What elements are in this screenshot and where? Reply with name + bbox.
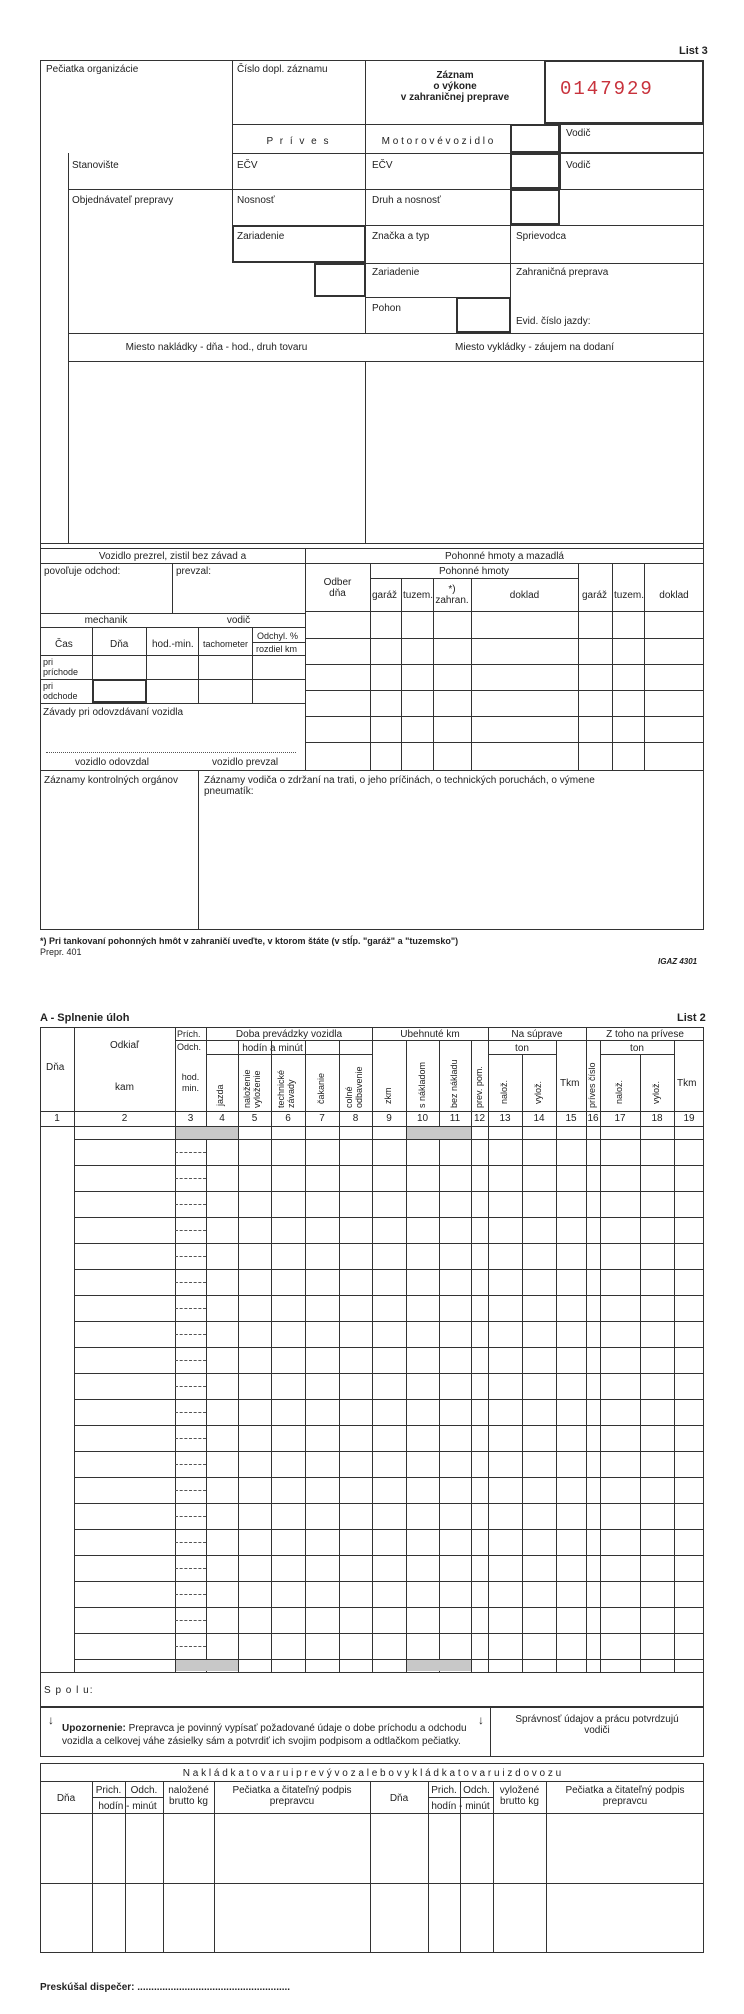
table-row [74,1555,704,1556]
table-row [74,1451,704,1452]
col-from: Odkiaľ [109,1040,140,1051]
mechanic-label: mechanik [84,615,128,626]
col-load-unload: naloženie vyloženie [242,1069,262,1108]
table-row [74,1399,704,1400]
driver-label: vodič [226,615,251,626]
colnum: 1 [54,1113,60,1124]
r-dep: Odch. [463,1785,490,1796]
colnum: 6 [285,1113,291,1124]
colnum: 19 [683,1113,695,1124]
domestic-label: tuzem. [403,590,434,601]
table-row [74,1269,704,1270]
colnum: 8 [352,1113,359,1124]
station-label: Stanovište [72,160,119,171]
r-arr: Prich. [431,1785,457,1796]
extra-record-label: Číslo dopl. záznamu [237,64,328,75]
table-row [74,1139,704,1140]
hod-min-divider [175,1178,206,1179]
l-dep: Odch. [130,1785,158,1796]
on-set-header: Na súprave [511,1029,563,1040]
l-day: Dňa [56,1793,76,1804]
colnum: 9 [386,1113,392,1124]
table-row [74,1295,704,1296]
of-trailer-header: Z toho na prívese [606,1029,684,1040]
col-tkm2: Tkm [677,1078,697,1089]
control-records-label: Záznamy kontrolných orgánov [44,775,178,786]
l-hm: hodín - minút [98,1801,157,1812]
hod-min-divider [175,1334,206,1335]
loaded-gross: naložené brutto kg [168,1785,209,1807]
hod-min-divider [175,1620,206,1621]
table-row [74,1425,704,1426]
day-label: Dňa [110,639,129,650]
km-diff-label: rozdiel km [256,644,298,654]
ecv1-label: EČV [237,160,258,171]
stamp-label: Pečiatka organizácie [46,64,139,75]
vehicle-header: M o t o r o v é v o z i d l o [381,136,494,147]
equipment2-label: Zariadenie [372,267,420,278]
form-title: Záznam o výkone v zahraničnej preprave [400,70,510,103]
table-row [74,1165,704,1166]
table-row [74,1659,704,1660]
intl-transport-label: Zahraničná preprava [516,267,609,278]
l-arr: Prich. [95,1785,122,1796]
hod-min-divider [175,1464,206,1465]
hours-minutes-header: hodín a minút [242,1043,303,1054]
colnum: 3 [187,1113,194,1124]
col-to: kam [115,1082,134,1093]
warning-bold: Upozornenie: [62,1723,126,1734]
arrow-down-icon: ↓ [478,1713,484,1727]
col-arr: Prích. [177,1029,201,1039]
colnum: 17 [614,1113,626,1124]
drive-label: Pohon [372,303,401,314]
hod-min-divider [175,1360,206,1361]
hod-min-divider [175,1282,206,1283]
hod-min-divider [175,1568,206,1569]
hod-min-divider [175,1516,206,1517]
r-day: Dňa [389,1793,409,1804]
colnum: 4 [219,1113,225,1124]
hod-min-divider [175,1308,206,1309]
table-row [74,1321,704,1322]
dispatcher-line: Preskúšal dispečer: ....................................................... [40,1982,291,1993]
colnum: 11 [449,1113,461,1124]
driver1-label: Vodič [566,128,591,139]
colnum: 5 [251,1113,258,1124]
total-label: S p o l u: [44,1685,94,1696]
form-no: Prepr. 401 [40,947,82,957]
on-arrival-label: pri príchode [43,657,79,677]
list3-frame [40,60,704,930]
confirm-text: Správnosť údajov a prácu potvrdzujú vodiči [515,1714,679,1736]
orderer-label: Objednávateľ prepravy [72,195,174,206]
colnum: 13 [499,1113,511,1124]
col-day: Dňa [46,1062,65,1073]
type-capacity-label: Druh a nosnosť [372,195,441,206]
deviation-label: Odchyl. % [257,631,299,641]
trip-number-label: Evid. číslo jazdy: [516,316,591,327]
companion-label: Sprievodca [516,231,567,242]
hod-min-divider [175,1490,206,1491]
vehicle-received-label: vozidlo prevzal [212,757,279,768]
hod-min-divider [175,1256,206,1257]
hod-min-divider [175,1412,206,1413]
r-hm: hodín - minút [431,1801,490,1812]
col-trailer-no: príves číslo [587,1062,597,1108]
hod-min-divider [175,1438,206,1439]
document2-label: doklad [659,590,689,601]
took-over-label: prevzal: [176,566,212,577]
vehicle-taken-label: Vozidlo prezrel, zistil bez závad a [98,551,247,562]
document-label: doklad [509,590,540,601]
tachometer-label: tachometer [203,639,249,649]
col-customs: colné odbavenie [344,1066,364,1108]
on-departure-label: pri odchode [43,681,78,701]
serial-number: 0147929 [560,78,654,100]
domestic2-label: tuzem. [614,590,645,601]
table-row [74,1191,704,1192]
colnum: 14 [533,1113,545,1124]
vehicle-handed-label: vozidlo odovzdal [75,757,149,768]
col-dep: Odch. [177,1042,202,1052]
unloaded-gross: vyložené brutto kg [499,1785,540,1807]
col-unloaded1: vylož. [533,1080,543,1104]
hod-min-divider [175,1594,206,1595]
colnum: 7 [319,1113,325,1124]
colnum: 16 [587,1113,599,1124]
fuel-header: Pohonné hmoty a mazadlá [445,551,564,562]
table-row [74,1633,704,1634]
col-tech-defects: technické závady [276,1069,296,1108]
driver-records-label: Záznamy vodiča o zdržaní na trati, o jeho príčinách, o technických poruchách, o výmene pneumatík: [204,775,595,797]
col-drive: jazda [215,1084,225,1106]
table-row [74,1243,704,1244]
km-driven-header: Ubehnuté km [400,1029,460,1040]
loading-place-label: Miesto nakládky - dňa - hod., druh tovaru [125,342,308,353]
table-row [74,1477,704,1478]
colnum: 12 [473,1113,486,1124]
garage2-label: garáž [582,590,608,601]
ecv2-label: EČV [372,160,393,171]
hod-min-divider [175,1646,206,1647]
ton1-header: ton [515,1043,529,1054]
warning-body: Prepravca je povinný vypísať požadované údaje o dobe príchodu a odchodu vozidla a celkovej váhe zásielky sám a potvrdiť ich svojim podpisom a odtlačkom pečiatky. [62,1723,467,1747]
table-row [74,1607,704,1608]
table-row [74,1217,704,1218]
abroad-label: *) zahran. [435,584,469,606]
table-row [74,1347,704,1348]
hod-min-divider [175,1230,206,1231]
table-row [74,1529,704,1530]
brand-type-label: Značka a typ [372,231,430,242]
footnote: *) Pri tankovaní pohonných hmôt v zahraničí uveďte, v ktorom štáte (v stĺp. "garáž" a "tuzemsko") [40,936,459,946]
defects-label: Závady pri odovzdávaní vozidla [43,707,184,718]
allows-departure-label: povoľuje odchod: [44,566,121,577]
section-title: A - Splnenie úloh [40,1012,130,1024]
table-row [74,1581,704,1582]
col-without-load: bez nákladu [449,1059,459,1108]
col-loaded1: nalož. [499,1079,509,1104]
hod-min-divider [175,1204,206,1205]
igaz-label: IGAZ 4301 [658,957,698,966]
loading-header: N a k l á d k a t o v a r u i p r e v ý v o z a l e b o v y k l á d k a t o v a r u i z d o v o z u [182,1768,562,1779]
col-unloaded2: vylož. [651,1080,661,1104]
col-waiting: čakanie [316,1072,326,1104]
arrow-down-icon: ↓ [48,1713,54,1727]
table-row [74,1503,704,1504]
shipper-stamp: Pečiatka a čitateľný podpis prepravcu [232,1785,352,1807]
col-with-load: s nákladom [417,1061,427,1108]
trailer-header: P r í v e s [266,136,331,147]
col-tkm1: Tkm [560,1078,580,1089]
hod-min-divider [175,1386,206,1387]
equipment1-label: Zariadenie [237,231,285,242]
driving-time-header: Doba prevádzky vozidla [235,1029,343,1040]
hod-min-divider [175,1152,206,1153]
dispensed-label: Odber dňa [323,577,352,599]
col-prev-pom: prev. pom. [474,1066,484,1108]
colnum: 15 [565,1113,577,1124]
colnum: 2 [121,1113,128,1124]
list2-label: List 2 [677,1012,706,1024]
shipper-stamp2: Pečiatka a čitateľný podpis prepravcu [565,1785,685,1807]
time-label: Čas [55,639,73,650]
colnum: 10 [416,1113,429,1124]
fuel-sub: Pohonné hmoty [438,566,510,577]
colnum: 18 [651,1113,663,1124]
table-row [74,1373,704,1374]
warning-text [62,1722,467,1748]
unloading-place-label: Miesto vykládky - záujem na dodaní [455,342,614,353]
col-zkm: zkm [383,1087,393,1104]
col-loaded2: nalož. [614,1079,624,1104]
driver2-label: Vodič [566,160,591,171]
ton2-header: ton [630,1043,644,1054]
garage-label: garáž [372,590,398,601]
list3-label: List 3 [679,45,708,57]
hour-min-label: hod.-min. [152,639,194,650]
capacity-label: Nosnosť [237,195,275,206]
col-hodmin: hod. min. [181,1072,200,1093]
hod-min-divider [175,1542,206,1543]
